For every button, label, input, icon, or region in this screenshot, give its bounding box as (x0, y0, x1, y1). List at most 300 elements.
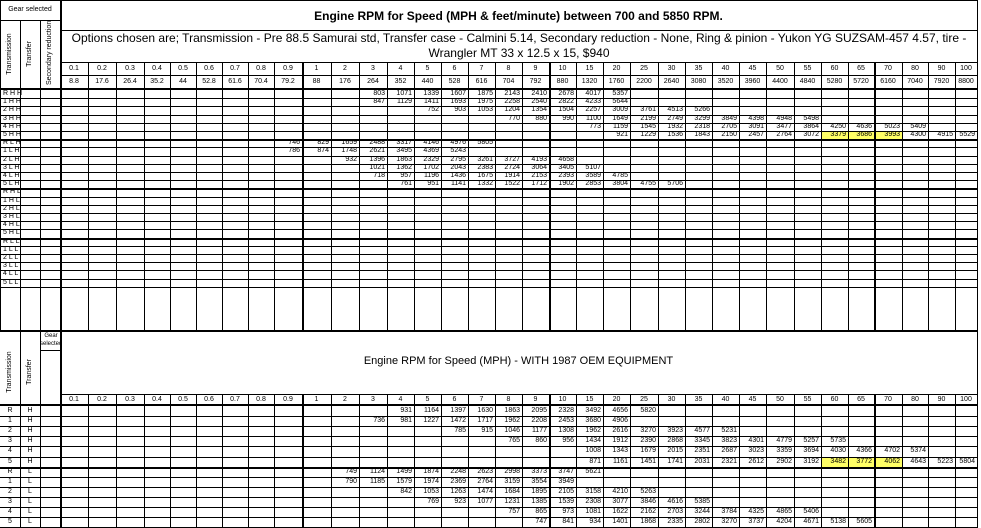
mph-header: 0.5 (178, 396, 188, 403)
row-line (0, 262, 977, 263)
fpm-header: 2200 (636, 78, 652, 85)
mph-header: 0.1 (69, 396, 79, 403)
rpm-cell: 785 (454, 427, 466, 435)
transmission-label: 3 (8, 497, 12, 505)
mph-header: 0.6 (204, 65, 214, 72)
mph-header: 45 (748, 65, 757, 72)
rpm-cell: 1630 (477, 407, 493, 414)
rpm-cell: 1684 (504, 487, 520, 495)
fpm-header: 79.2 (281, 78, 295, 85)
fpm-header: 616 (475, 78, 488, 85)
rpm-cell: 2321 (721, 457, 737, 465)
fpm-header: 7040 (907, 78, 923, 85)
transfer-label: L (28, 518, 32, 526)
gear-label: 3 L L (3, 262, 19, 270)
rpm-cell: 2308 (585, 497, 601, 505)
rpm-cell: 1717 (477, 417, 493, 425)
rpm-cell: 4300 (910, 131, 926, 138)
rpm-cell: 1874 (423, 467, 439, 475)
transmission-label: 4 (8, 447, 12, 455)
transmission-header: Transmission (6, 351, 13, 393)
rpm-cell: 1204 (504, 106, 520, 114)
rpm-cell: 2208 (531, 417, 547, 425)
mph-header: 35 (694, 396, 703, 403)
transfer-label: L (28, 508, 32, 515)
rpm-cell: 2410 (531, 90, 547, 97)
rpm-cell: 1659 (341, 139, 357, 147)
mph-header: 0.9 (283, 396, 293, 403)
rpm-cell: 4513 (667, 106, 683, 114)
rpm-cell: 2328 (558, 407, 574, 414)
rpm-cell: 5385 (694, 497, 710, 505)
rpm-cell: 803 (373, 90, 385, 97)
rpm-cell: 3747 (558, 467, 574, 475)
fpm-header: 4400 (772, 78, 788, 85)
rpm-cell: 1308 (558, 427, 574, 435)
mph-header: 0.4 (152, 396, 162, 403)
rpm-cell: 3694 (803, 447, 819, 455)
rpm-cell: 1081 (585, 508, 601, 515)
rpm-cell: 1196 (423, 172, 439, 179)
rpm-cell: 1397 (450, 407, 466, 414)
rpm-cell: 2998 (504, 467, 520, 475)
gear-label: 5 H H (3, 131, 21, 138)
rpm-cell: 1649 (612, 114, 628, 122)
rpm-cell: 1675 (477, 172, 493, 179)
row-line (0, 287, 977, 288)
rpm-cell: 5805 (477, 139, 493, 147)
rpm-cell: 4398 (748, 114, 764, 122)
rpm-cell: 1962 (585, 427, 601, 435)
rpm-cell: 4915 (937, 131, 953, 138)
rpm-cell: 5223 (937, 457, 953, 465)
mph-header: 9 (533, 65, 538, 72)
gear-label: 4 L L (3, 270, 19, 278)
transfer-label: L (28, 477, 32, 485)
rpm-cell: 1712 (531, 180, 547, 188)
mph-header: 7 (479, 396, 484, 403)
rpm-cell: 1008 (585, 447, 601, 455)
thick-col (874, 62, 876, 330)
rpm-cell: 3849 (721, 114, 737, 122)
mph-header: 65 (857, 396, 865, 403)
mph-header: 0.1 (69, 65, 79, 72)
rpm-cell: 1046 (504, 427, 520, 435)
rpm-cell: 2015 (667, 447, 683, 455)
row-line (0, 238, 977, 240)
rpm-cell: 4062 (884, 457, 900, 465)
rpm-cell: 2258 (504, 98, 520, 106)
rpm-cell: 5243 (450, 147, 466, 155)
transmission-label: 1 (8, 417, 12, 425)
rpm-cell: 3158 (585, 487, 601, 495)
rpm-cell: 1536 (667, 131, 683, 138)
row-line (0, 115, 977, 116)
rpm-cell: 718 (373, 172, 385, 179)
mph-header: 80 (911, 396, 919, 403)
rpm-cell: 934 (589, 518, 601, 526)
rpm-cell: 2868 (667, 437, 683, 445)
fpm-header: 704 (502, 78, 515, 85)
rpm-cell: 1579 (396, 477, 412, 485)
fpm-header: 352 (394, 78, 407, 85)
rpm-cell: 2703 (667, 508, 683, 515)
gear-label: R H L (3, 188, 21, 196)
mph-header: 60 (830, 65, 839, 72)
rpm-cell: 2687 (721, 447, 737, 455)
rpm-cell: 1545 (640, 122, 656, 130)
gear-label: 1 H L (3, 196, 20, 204)
thick-col (302, 62, 304, 330)
mph-header: 1 (314, 396, 319, 403)
mph-header: 2 (343, 396, 347, 403)
rpm-cell: 1411 (423, 98, 439, 106)
rpm-cell: 1124 (369, 467, 385, 475)
rpm-cell: 2457 (748, 131, 764, 138)
rpm-cell: 1932 (667, 122, 683, 130)
rpm-cell: 786 (288, 147, 300, 155)
rpm-cell: 2764 (776, 131, 792, 138)
rpm-cell: 3554 (531, 477, 547, 485)
rpm-cell: 3495 (396, 147, 412, 155)
mph-header: 45 (748, 396, 757, 403)
mph-header: 3 (371, 396, 375, 403)
rpm-cell: 1843 (694, 131, 710, 138)
rpm-cell: 1401 (612, 518, 628, 526)
secondary-header: Secondary reduction (46, 20, 53, 85)
rpm-cell: 5357 (612, 90, 628, 97)
transfer-label: H (27, 427, 33, 435)
row-line (0, 229, 977, 230)
rpm-cell: 1693 (450, 98, 466, 106)
gear-label: R L H (3, 139, 21, 147)
rpm-cell: 4146 (423, 139, 439, 147)
rpm-cell: 2335 (667, 518, 683, 526)
rpm-cell: 1161 (612, 457, 628, 465)
rpm-cell: 951 (427, 180, 439, 188)
rpm-cell: 1912 (612, 437, 628, 445)
mph-header: 9 (533, 396, 538, 403)
rpm-cell: 3091 (748, 122, 764, 130)
rpm-cell: 2043 (450, 163, 466, 171)
rpm-cell: 747 (535, 518, 547, 526)
rpm-cell: 4779 (776, 437, 792, 445)
rpm-cell: 5605 (856, 518, 872, 526)
gear-label: 1 H H (3, 98, 21, 106)
rpm-cell: 1914 (504, 172, 520, 179)
transfer-label: H (27, 417, 33, 425)
mph-header: 50 (776, 65, 784, 72)
fpm-header: 70.4 (254, 78, 268, 85)
rpm-cell: 981 (400, 417, 412, 425)
rpm-cell: 2257 (585, 106, 601, 114)
mph-header: 35 (694, 65, 703, 72)
rpm-cell: 3993 (884, 131, 900, 138)
rpm-cell: 3864 (803, 122, 819, 130)
rpm-cell: 903 (454, 106, 466, 114)
rpm-cell: 4030 (830, 447, 846, 455)
row-line (0, 197, 977, 198)
rpm-cell: 1434 (585, 437, 601, 445)
transfer-header: Transfer (26, 359, 33, 385)
mph-header: 0.8 (256, 65, 266, 72)
rpm-cell: 1863 (504, 407, 520, 414)
mph-header: 30 (667, 65, 676, 72)
fpm-header: 5280 (826, 78, 843, 85)
rpm-cell: 1522 (504, 180, 520, 188)
mph-header: 40 (721, 396, 730, 403)
rpm-cell: 860 (535, 437, 547, 445)
rpm-cell: 4017 (585, 90, 601, 97)
rpm-cell: 749 (345, 467, 357, 475)
rpm-cell: 761 (400, 180, 412, 188)
rpm-cell: 3299 (694, 114, 710, 122)
rpm-cell: 1741 (667, 457, 683, 465)
mph-header: 70 (884, 65, 892, 72)
table-title: Engine RPM for Speed (MPH) - WITH 1987 OEM EQUIPMENT (363, 355, 674, 367)
rpm-cell: 3589 (585, 172, 601, 179)
mph-header: 0.8 (256, 396, 266, 403)
mph-header: 90 (937, 396, 946, 403)
rpm-cell: 5406 (803, 508, 819, 515)
mph-header: 0.7 (230, 65, 240, 72)
rpm-cell: 1436 (450, 172, 466, 179)
rpm-cell: 915 (481, 427, 493, 435)
thick-col (302, 394, 304, 528)
rpm-cell: 847 (373, 98, 385, 106)
rpm-cell: 3359 (776, 447, 792, 455)
mph-header: 0.3 (125, 396, 135, 403)
rpm-cell: 2616 (612, 427, 628, 435)
fpm-header: 8.8 (69, 78, 79, 85)
rpm-cell: 1504 (558, 106, 574, 114)
rpm-cell: 2248 (450, 467, 466, 475)
transmission-label: 4 (8, 508, 12, 515)
transmission-label: R (7, 467, 13, 475)
rpm-cell: 3345 (694, 437, 710, 445)
rpm-cell: 3244 (694, 508, 710, 515)
fpm-header: 5720 (853, 78, 869, 85)
rpm-cell: 2724 (504, 163, 520, 171)
mph-header: 10 (558, 396, 567, 403)
rpm-cell: 1895 (531, 487, 547, 495)
fpm-header: 7920 (933, 78, 950, 85)
rpm-cell: 5409 (910, 122, 926, 130)
rpm-cell: 1975 (477, 98, 493, 106)
gear-label: 4 L H (3, 172, 20, 179)
fpm-header: 88 (312, 78, 321, 85)
mph-header: 6 (452, 396, 457, 403)
rpm-cell: 2822 (558, 98, 574, 106)
mph-header: 4 (398, 65, 403, 72)
rpm-cell: 4906 (612, 417, 628, 425)
fpm-header: 17.6 (95, 78, 109, 85)
rpm-cell: 2390 (640, 437, 656, 445)
rpm-cell: 746 (288, 139, 300, 147)
rpm-cell: 5706 (667, 180, 683, 188)
mph-header: 7 (479, 65, 484, 72)
rpm-cell: 4656 (612, 407, 628, 414)
rpm-cell: 2318 (694, 122, 710, 130)
rpm-cell: 5804 (959, 457, 975, 465)
rpm-cell: 1875 (477, 90, 493, 97)
rpm-cell: 2351 (694, 447, 710, 455)
rpm-cell: 3492 (585, 407, 601, 414)
gear-label: 1 L H (3, 147, 20, 155)
rpm-cell: 1053 (423, 487, 439, 495)
row-line (0, 205, 977, 206)
transmission-label: 5 (8, 457, 12, 465)
rpm-cell: 990 (562, 114, 574, 122)
rpm-cell: 932 (345, 155, 357, 163)
rpm-cell: 1607 (450, 90, 466, 97)
rpm-cell: 1077 (477, 497, 493, 505)
rpm-cell: 770 (508, 114, 520, 122)
rpm-cell: 4616 (667, 497, 683, 505)
rpm-cell: 956 (562, 437, 574, 445)
rpm-cell: 2612 (748, 457, 764, 465)
rpm-cell: 4643 (910, 457, 926, 465)
rpm-cell: 1974 (423, 477, 439, 485)
row-line (0, 254, 977, 255)
mph-header: 25 (640, 65, 648, 72)
rpm-cell: 3761 (640, 106, 656, 114)
mph-header: 0.7 (230, 396, 240, 403)
rpm-cell: 4301 (748, 437, 764, 445)
transfer-label: L (28, 487, 32, 495)
gear-label: 1 L L (3, 245, 19, 253)
rpm-cell: 2153 (531, 172, 547, 179)
rpm-cell: 3072 (803, 131, 819, 138)
rpm-cell: 2369 (450, 477, 466, 485)
transmission-header: Transmission (6, 33, 13, 75)
rpm-cell: 2031 (694, 457, 710, 465)
rpm-cell: 3159 (504, 477, 520, 485)
rpm-cell: 3192 (803, 457, 819, 465)
mph-header: 0.4 (152, 65, 162, 72)
rpm-cell: 3379 (830, 131, 846, 138)
mph-header: 100 (960, 65, 972, 72)
rpm-cell: 5266 (694, 106, 710, 114)
mph-header: 15 (585, 396, 594, 403)
rpm-cell: 2802 (694, 518, 710, 526)
mph-header: 8 (506, 396, 511, 403)
rpm-cell: 2095 (531, 407, 547, 414)
rpm-cell: 865 (535, 508, 547, 515)
rpm-cell: 5644 (612, 98, 628, 106)
rpm-cell: 2621 (369, 147, 385, 155)
mph-header: 10 (558, 65, 567, 72)
mph-header: 0.2 (97, 65, 107, 72)
mph-header: 55 (803, 65, 812, 72)
rpm-cell: 4658 (558, 155, 574, 163)
rpm-cell: 790 (345, 477, 357, 485)
rpm-cell: 2150 (721, 131, 737, 138)
rpm-cell: 3482 (830, 457, 846, 465)
rpm-cell: 3923 (667, 427, 683, 435)
col-line (977, 394, 978, 528)
mph-header: 20 (612, 65, 621, 72)
rpm-cell: 769 (427, 497, 439, 505)
rpm-cell: 5263 (640, 487, 656, 495)
rpm-cell: 5820 (640, 407, 656, 414)
rpm-cell: 752 (427, 106, 439, 114)
thick-col (549, 62, 551, 330)
rpm-cell: 736 (373, 417, 385, 425)
rpm-cell: 1354 (531, 106, 547, 114)
rpm-cell: 3680 (585, 417, 601, 425)
rpm-cell: 1177 (531, 427, 547, 435)
rpm-cell: 4210 (612, 487, 628, 495)
rpm-cell: 5023 (884, 122, 900, 130)
rpm-cell: 5621 (585, 467, 601, 475)
mph-header: 20 (612, 396, 621, 403)
gear-label: R H H (3, 90, 23, 97)
fpm-header: 52.8 (202, 78, 216, 85)
rpm-cell: 3846 (640, 497, 656, 505)
fpm-header: 1320 (581, 78, 598, 85)
mph-header: 3 (371, 65, 375, 72)
row-line (0, 147, 977, 148)
gear-label: 3 H L (3, 213, 20, 220)
rpm-cell: 5257 (803, 437, 819, 445)
rpm-cell: 5374 (910, 447, 926, 455)
rpm-cell: 3270 (640, 427, 656, 435)
rpm-cell: 3373 (531, 467, 547, 475)
mph-header: 80 (911, 65, 919, 72)
rpm-cell: 4865 (776, 508, 792, 515)
fpm-header: 26.4 (123, 78, 137, 85)
gear-label: 5 H L (3, 229, 20, 237)
row-line (0, 279, 977, 280)
fpm-header: 1760 (608, 78, 625, 85)
rpm-cell: 841 (562, 518, 574, 526)
transmission-label: 5 (8, 518, 12, 526)
rpm-cell: 1159 (612, 122, 628, 130)
transfer-label: L (28, 467, 32, 475)
rpm-cell: 2795 (450, 155, 466, 163)
rpm-cell: 1748 (341, 147, 357, 155)
rpm-cell: 973 (562, 508, 574, 515)
corner-rule (40, 350, 62, 351)
rpm-cell: 2853 (585, 180, 601, 188)
transmission-label: 2 (8, 427, 12, 435)
transfer-label: H (27, 407, 33, 414)
mph-header: 8 (506, 65, 511, 72)
rpm-cell: 4325 (748, 508, 764, 515)
rpm-cell: 2678 (558, 90, 574, 97)
rpm-cell: 2383 (477, 163, 493, 171)
fpm-header: 264 (367, 78, 379, 85)
rpm-cell: 957 (400, 172, 412, 179)
rpm-cell: 3261 (477, 155, 493, 163)
rpm-cell: 2623 (477, 467, 493, 475)
border-top (0, 0, 977, 1)
row-line (0, 270, 977, 271)
rpm-cell: 1863 (396, 155, 412, 163)
rpm-cell: 4785 (612, 172, 628, 179)
mph-header: 4 (398, 396, 403, 403)
rpm-cell: 2105 (558, 487, 574, 495)
rpm-cell: 829 (317, 139, 329, 147)
rpm-cell: 4948 (776, 114, 792, 122)
rpm-cell: 1141 (450, 180, 466, 188)
rpm-cell: 1100 (585, 114, 601, 122)
mph-header: 2 (343, 65, 347, 72)
fpm-header: 3520 (717, 78, 734, 85)
fpm-header: 3960 (744, 78, 761, 85)
transfer-label: H (27, 437, 33, 445)
